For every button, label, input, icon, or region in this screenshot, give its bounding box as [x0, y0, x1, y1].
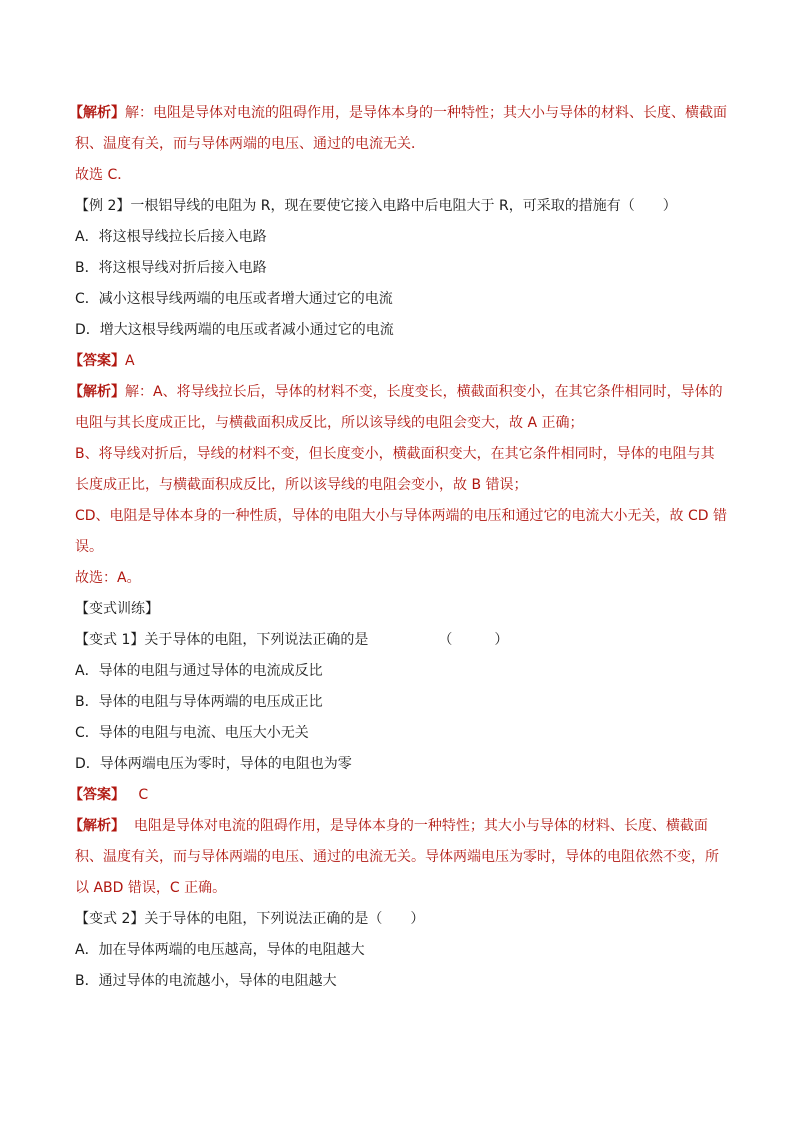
option-d: D．增大这根导线两端的电压或者减小通过它的电流 [75, 322, 394, 338]
content [69, 98, 728, 997]
analysis-paragraph-a [69, 377, 727, 439]
choose-line: 故选：A。 [75, 570, 141, 586]
option-b: B．将这根导线对折后接入电路 [75, 260, 267, 276]
analysis-label: 【解析】 [69, 818, 125, 834]
variant2-question: 【变式 2】关于导体的电阻，下列说法正确的是（ ） [75, 911, 425, 927]
option-d: D．导体两端电压为零时，导体的电阻也为零 [75, 756, 352, 772]
variant1-question-text: 【变式 1】关于导体的电阻，下列说法正确的是 [75, 632, 369, 648]
analysis-text: 解：电阻是导体对电流的阻碍作用，是导体本身的一种特性；其大小与导体的材料、长度、横截面积、温度有关，而与导体两端的电压、通过的电流无关． [75, 105, 727, 152]
answer-paren: （ ） [438, 632, 509, 648]
choose-line: 故选 C． [75, 167, 132, 183]
analysis-text-a: 解：A、将导线拉长后，导体的材料不变，长度变长，横截面积变小，在其它条件相同时，导体的电阻与其长度成正比，与横截面积成反比，所以该导线的电阻会变大，故 A 正确； [75, 384, 723, 431]
analysis-paragraph [69, 98, 727, 160]
analysis-paragraph-b: B、将导线对折后，导线的材料不变，但长度变小，横截面积变大，在其它条件相同时，导体的电阻与其长度成正比，与横截面积成反比，所以该导线的电阻会变小，故 B 错误； [75, 446, 715, 493]
example-question: 【例 2】一根铝导线的电阻为 R，现在要使它接入电路中后电阻大于 R，可采取的措施有（ ） [75, 198, 677, 214]
analysis-label: 【解析】 [69, 384, 125, 400]
answer-line [69, 780, 727, 811]
option-c: C．导体的电阻与电流、电压大小无关 [75, 725, 309, 741]
option-a: A．加在导体两端的电压越高，导体的电阻越大 [75, 942, 365, 958]
option-a: A．导体的电阻与通过导体的电流成反比 [75, 663, 323, 679]
answer-value: A [125, 353, 135, 369]
answer-label: 【答案】 [69, 353, 125, 369]
training-heading: 【变式训练】 [75, 601, 159, 617]
answer-line [69, 346, 727, 377]
option-b: B．导体的电阻与导体两端的电压成正比 [75, 694, 323, 710]
answer-label: 【答案】 [69, 787, 125, 803]
option-a: A．将这根导线拉长后接入电路 [75, 229, 267, 245]
analysis-label: 【解析】 [69, 105, 125, 121]
analysis-text: 电阻是导体对电流的阻碍作用，是导体本身的一种特性；其大小与导体的材料、长度、横截面积、温度有关，而与导体两端的电压、通过的电流无关。导体两端电压为零时，导体的电阻依然不变，所以 ABD 错误，C 正确。 [75, 818, 719, 896]
answer-value: C [138, 787, 149, 803]
analysis-paragraph-cd: CD、电阻是导体本身的一种性质，导体的电阻大小与导体两端的电压和通过它的电流大小无关，故 CD 错误。 [75, 508, 728, 555]
analysis-paragraph [69, 811, 727, 904]
option-b: B．通过导体的电流越小，导体的电阻越大 [75, 973, 337, 989]
option-c: C．减小这根导线两端的电压或者增大通过它的电流 [75, 291, 393, 307]
variant1-question [75, 625, 727, 656]
